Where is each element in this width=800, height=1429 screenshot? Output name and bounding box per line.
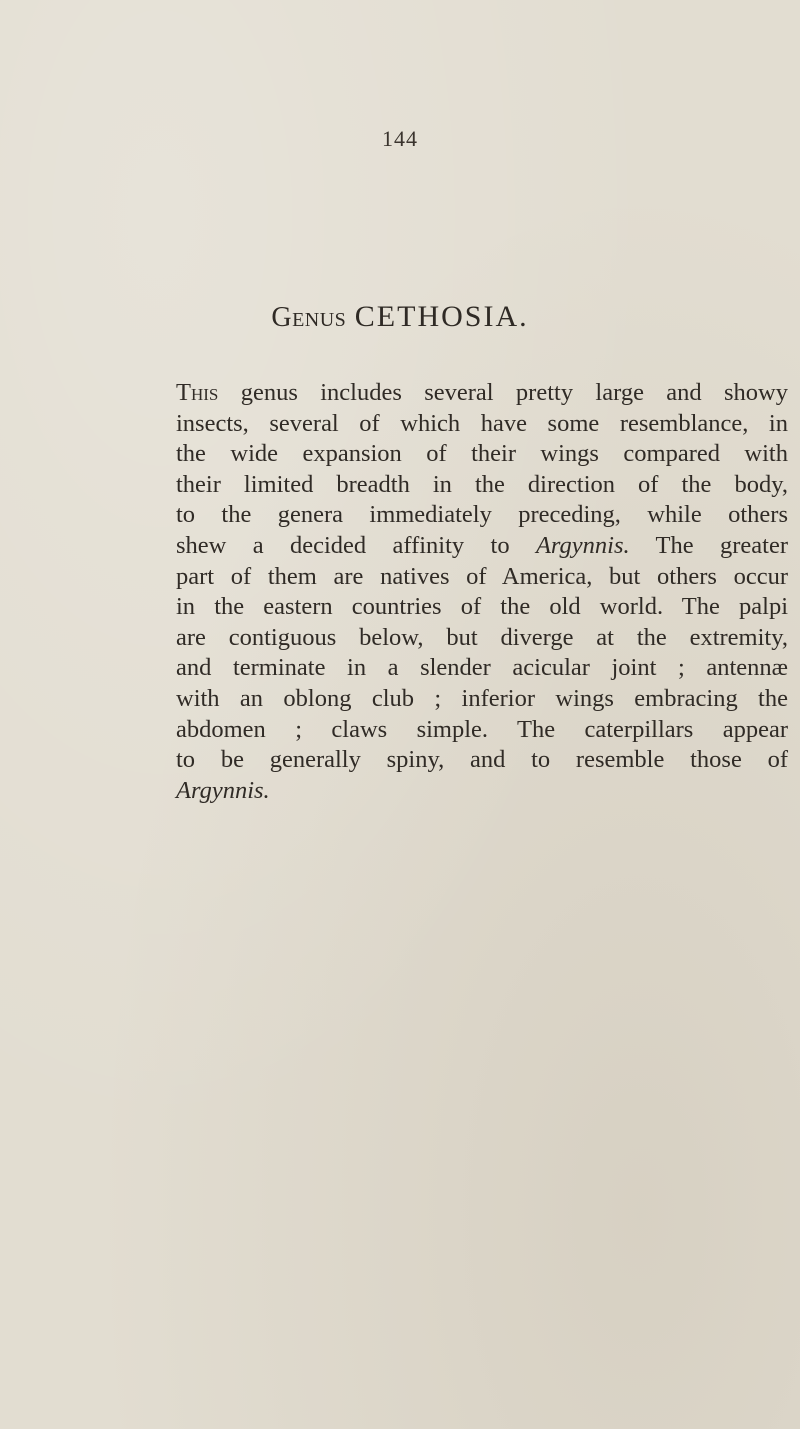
body-paragraph xyxy=(176,378,788,806)
paragraph-line: in the eastern countries of the old world. The palpi xyxy=(176,593,788,621)
heading-genus-name: CETHOSIA. xyxy=(354,300,529,333)
paragraph-line: with an oblong club ; inferior wings embracing the xyxy=(176,684,788,712)
line-text: shew a decided affinity to xyxy=(176,531,536,559)
paragraph-line: to be generally spiny, and to resemble those of xyxy=(176,746,788,774)
line-text: genus includes several pretty large and showy xyxy=(218,379,788,406)
paragraph-line: to the genera immediately preceding, while others xyxy=(176,501,788,529)
section-heading xyxy=(0,300,800,335)
paragraph-line: are contiguous below, but diverge at the extremity, xyxy=(176,623,788,651)
line-text: The greater xyxy=(629,531,788,559)
paragraph-line: the wide expansion of their wings compared with xyxy=(176,440,788,468)
paragraph-line xyxy=(176,531,788,562)
heading-prefix: Genus xyxy=(271,302,347,333)
paragraph-line: their limited breadth in the direction of the body, xyxy=(176,470,788,498)
paragraph-line: Argynnis. xyxy=(176,776,270,804)
paragraph-line: part of them are natives of America, but others occur xyxy=(176,562,788,590)
paragraph-line: insects, several of which have some resemblance, in xyxy=(176,409,788,437)
paragraph-line xyxy=(176,378,788,409)
page-number: 144 xyxy=(382,126,418,151)
paragraph-line: abdomen ; claws simple. The caterpillars appear xyxy=(176,715,788,743)
paragraph-line: and terminate in a slender acicular joint ; antennæ xyxy=(176,654,788,682)
italic-genus: Argynnis. xyxy=(535,531,630,559)
lead-word: Thıs xyxy=(176,379,219,406)
